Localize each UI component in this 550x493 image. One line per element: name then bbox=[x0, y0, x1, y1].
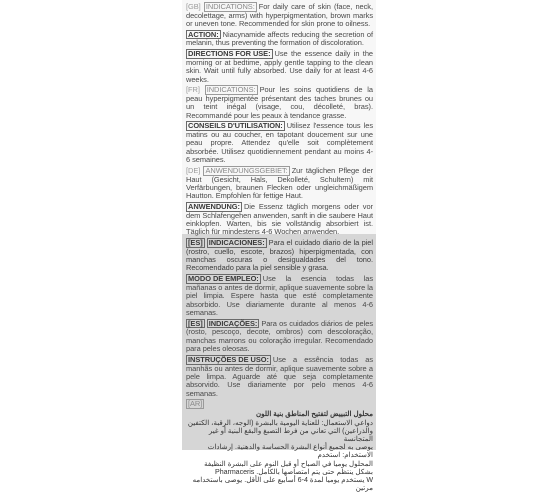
gb-action-label: ACTION: bbox=[188, 29, 219, 39]
fr-indications-label: INDICATIONS: bbox=[206, 85, 256, 95]
pt-instrucoes-text: Use a essência todas as manhãs ou antes de dormir, aplique suavemente sobre a pele limpa. Aguarde até que seja completamente absorvido. Use diariamente por pelo menos 4-6 semanas. bbox=[186, 354, 373, 398]
pt-tag: [ES] bbox=[188, 318, 203, 328]
pt-instrucoes-label: INSTRUÇÕES DE USO: bbox=[188, 354, 269, 364]
fr-conseils-label: CONSEILS D'UTILISATION: bbox=[188, 121, 283, 131]
ar-text-block bbox=[186, 410, 373, 492]
ar-tag-row bbox=[186, 399, 373, 409]
gb-directions bbox=[186, 49, 373, 84]
gb-directions-text: Use the essence daily in the morning or at bedtime, apply gentle tapping to the clean skin. Wait until fully absorbed. Use daily for at least 4-6 weeks. bbox=[186, 49, 373, 84]
es-indicaciones-text: Para el cuidado diario de la piel (rostro, cuello, escote, brazos) hiperpigmentada, con manchas oscuras o desigualdades del tono. Recomendado para la piel sensible y grasa. bbox=[186, 238, 373, 273]
ar-tag: [AR] bbox=[188, 399, 203, 409]
ar-line: بشكل ينتظم حتى يتم امتصاصها بالكامل. Pharmaceris bbox=[215, 467, 373, 476]
ar-line: محلول التبييض لتفتيح المناطق بنية اللون bbox=[255, 410, 373, 419]
es-tag: [ES] bbox=[188, 238, 203, 248]
gb-indications-text: For daily care of skin (face, neck, decolettage, arms) with hyperpigmentation, brown marks or uneven tone. Recommended for skin prone to oilness. bbox=[186, 2, 373, 28]
pt-indicacoes-text: Para os cuidados diários de peles (rosto, pescoço, decote, ombros) com descoloração, manchas marrons ou coloração irregular. Recomendado para peles oleosas. bbox=[186, 318, 373, 354]
ar-line: والذراعين) التي تعاني من فرط التصبغ والبقع البنية أو غير المتجانسة bbox=[208, 426, 373, 444]
es-modo-text: Use la esencia todas las mañanas o antes de dormir, aplique suavemente sobre la piel limpia. Espere hasta que esté completamente absorbido. Use diariamente durante al menos 4-6 semanas. bbox=[186, 274, 373, 317]
de-tag: [DE] bbox=[186, 165, 201, 175]
pt-indicacoes-label: INDICAÇÕES: bbox=[208, 318, 258, 328]
gb-indications bbox=[186, 2, 373, 28]
de-anwendungsgebiet-label: ANWENDUNGSGEBIET: bbox=[205, 165, 288, 175]
de-anwendung bbox=[186, 202, 373, 237]
es-modo bbox=[186, 274, 373, 317]
fr-indications bbox=[186, 85, 373, 120]
label-text-column bbox=[186, 2, 373, 493]
pt-indicacoes bbox=[186, 319, 373, 354]
gb-indications-label: INDICATIONS: bbox=[205, 2, 255, 11]
de-anwendungsgebiet bbox=[186, 166, 373, 201]
gb-action-text: Niacynamide affects reducing the secretion of melanin, thus preventing the formation of discoloration. bbox=[186, 29, 373, 48]
ar-line: دواعي الاستعمال: للعناية اليومية بالبشرة (الوجه، الرقبة، الكتفين bbox=[187, 418, 373, 427]
fr-indications-text: Pour les soins quotidiens de la peau hyperpigmentée présentant des taches brunes ou un teint inégal (visage, cou, décolleté, bras). Recommandé pour les peaux à tendance grasse. bbox=[186, 85, 373, 120]
de-anwendungsgebiet-text: Zur täglichen Pflege der Haut (Gesicht, Hals, Dekolleté, Schultern) mit Verfärbungen, braunen Flecken oder ungleichmäßigem Hautton. Empfohlen für fettige Haut. bbox=[186, 165, 373, 201]
gb-directions-label: DIRECTIONS FOR USE: bbox=[188, 49, 271, 59]
gb-tag: [GB] bbox=[186, 2, 201, 11]
ar-line: W يستخدم يوميا لمدة 4-6 أسابيع على الأقل. يوصى باستخدامه مرتين bbox=[192, 476, 373, 493]
de-anwendung-text: Die Essenz täglich morgens oder vor dem Schlafengehen anwenden, sanft in die saubere Haut einklopfen. Warten, bis sie vollständig absorbiert ist. Täglich für mindestens 4-6 Wochen anwenden. bbox=[186, 202, 373, 237]
ar-line: المحلول يوميا في الصباح أو قبل النوم على البشرة النظيفة bbox=[204, 459, 373, 468]
gb-action bbox=[186, 30, 373, 48]
fr-conseils bbox=[186, 121, 373, 164]
ar-line: يوصى به لجميع أنواع البشرة الحساسة والدهنية. إرشادات الاستخدام: استخدم bbox=[207, 443, 373, 460]
fr-tag: [FR] bbox=[186, 85, 200, 95]
es-indicaciones-label: INDICACIONES: bbox=[208, 238, 265, 248]
de-anwendung-label: ANWENDUNG: bbox=[188, 202, 240, 212]
fr-conseils-text: Utilisez l'essence tous les matins ou au coucher, en tapotant doucement sur une peau propre. Attendez qu'elle soit complètement absorbée. Utilisez quotidiennement pendant au moins 4-6 semaines. bbox=[186, 121, 373, 165]
es-indicaciones bbox=[186, 238, 373, 273]
es-modo-label: MODO DE EMPLEO: bbox=[188, 274, 259, 284]
pt-instrucoes bbox=[186, 355, 373, 398]
